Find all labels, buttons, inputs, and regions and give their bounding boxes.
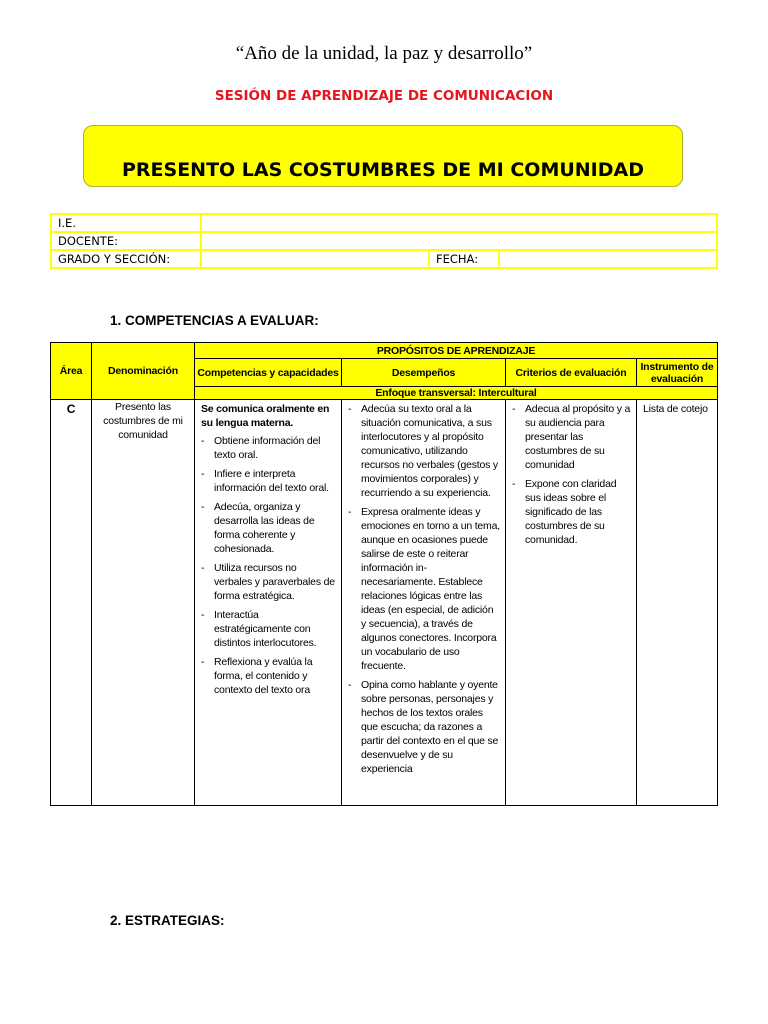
area-value: C (66, 402, 76, 416)
list-item: - Adecúa, organiza y desarrolla las ideas de forma coherente y cohesionada. (195, 500, 337, 556)
list-item: - Obtiene información del texto oral. (195, 434, 337, 462)
list-item: - Reflexiona y evalúa la forma, el contenido y contexto del texto ora (195, 655, 337, 697)
desempenos-cell (342, 400, 506, 806)
ie-value (201, 214, 717, 232)
criterios-list (506, 402, 636, 547)
desempenos-list (342, 402, 505, 776)
competencia-title: Se comunica oralmente en su lengua materna. (201, 403, 330, 429)
instrumento-value: Lista de cotejo (643, 403, 708, 415)
list-item: - Infiere e interpreta información del texto oral. (195, 467, 337, 495)
info-table (50, 213, 718, 269)
title-banner (83, 125, 683, 187)
header-enfoque: Enfoque transversal: Intercultural (195, 387, 718, 400)
section-competencias-heading: 1. COMPETENCIAS A EVALUAR: (110, 313, 319, 328)
criterios-cell (506, 400, 637, 806)
instrumento-cell (637, 400, 718, 806)
session-title: SESIÓN DE APRENDIZAJE DE COMUNICACION (214, 88, 554, 104)
header-competencias: Competencias y capacidades (195, 359, 342, 387)
list-item: - Adecua al propósito y a su audiencia para presentar las costumbres de su comunidad (506, 402, 632, 472)
fecha-value (499, 250, 717, 268)
denominacion-value: Presento las costumbres de mi comunidad (103, 401, 183, 441)
header-criterios: Criterios de evaluación (506, 359, 637, 387)
header-instrumento: Instrumento de evaluación (637, 359, 718, 387)
fecha-label: FECHA: (429, 250, 499, 268)
competencias-table (50, 342, 718, 806)
docente-value (201, 232, 717, 250)
motto-heading: “Año de la unidad, la paz y desarrollo” (235, 43, 533, 64)
list-item: - Opina como hablante y oyente sobre personas, personajes y hechos de los textos orales que escucha; da razones a partir del contexto en el que se desenvuelve y de su experiencia (342, 678, 501, 776)
header-area: Área (51, 343, 92, 400)
header-desempenos: Desempeños (342, 359, 506, 387)
competencias-cell (195, 400, 342, 806)
list-item: - Adecúa su texto oral a la situación comunicativa, a sus interlocutores y al propósito comunicativo, utilizando recursos no verbales (gestos y movimientos corporales) y recurriendo a su experiencia. (342, 402, 501, 500)
denominacion-cell (92, 400, 195, 806)
ie-label: I.E. (51, 214, 201, 232)
section-estrategias-heading: 2. ESTRATEGIAS: (110, 913, 225, 928)
grado-value (201, 250, 429, 268)
grado-label: GRADO Y SECCIÓN: (51, 250, 201, 268)
capacidades-list (195, 434, 341, 697)
banner-title: PRESENTO LAS COSTUMBRES DE MI COMUNIDAD (121, 159, 644, 181)
list-item: - Utiliza recursos no verbales y paraverbales de forma estratégica. (195, 561, 337, 603)
list-item: - Expresa oralmente ideas y emociones en torno a un tema, aunque en ocasiones puede salirse de este o reiterar información in-necesariamente. Establece relaciones lógicas entre las ideas (en especial, de adición y secuencia), a través de algunos conectores. Incorpora un vocabulario de uso frecuente. (342, 505, 501, 673)
header-denominacion: Denominación (92, 343, 195, 400)
list-item: - Expone con claridad sus ideas sobre el significado de las costumbres de su comunidad. (506, 477, 632, 547)
docente-label: DOCENTE: (51, 232, 201, 250)
header-propositos: PROPÓSITOS DE APRENDIZAJE (195, 343, 718, 359)
list-item: - Interactúa estratégicamente con distintos interlocutores. (195, 608, 337, 650)
area-cell (51, 400, 92, 806)
